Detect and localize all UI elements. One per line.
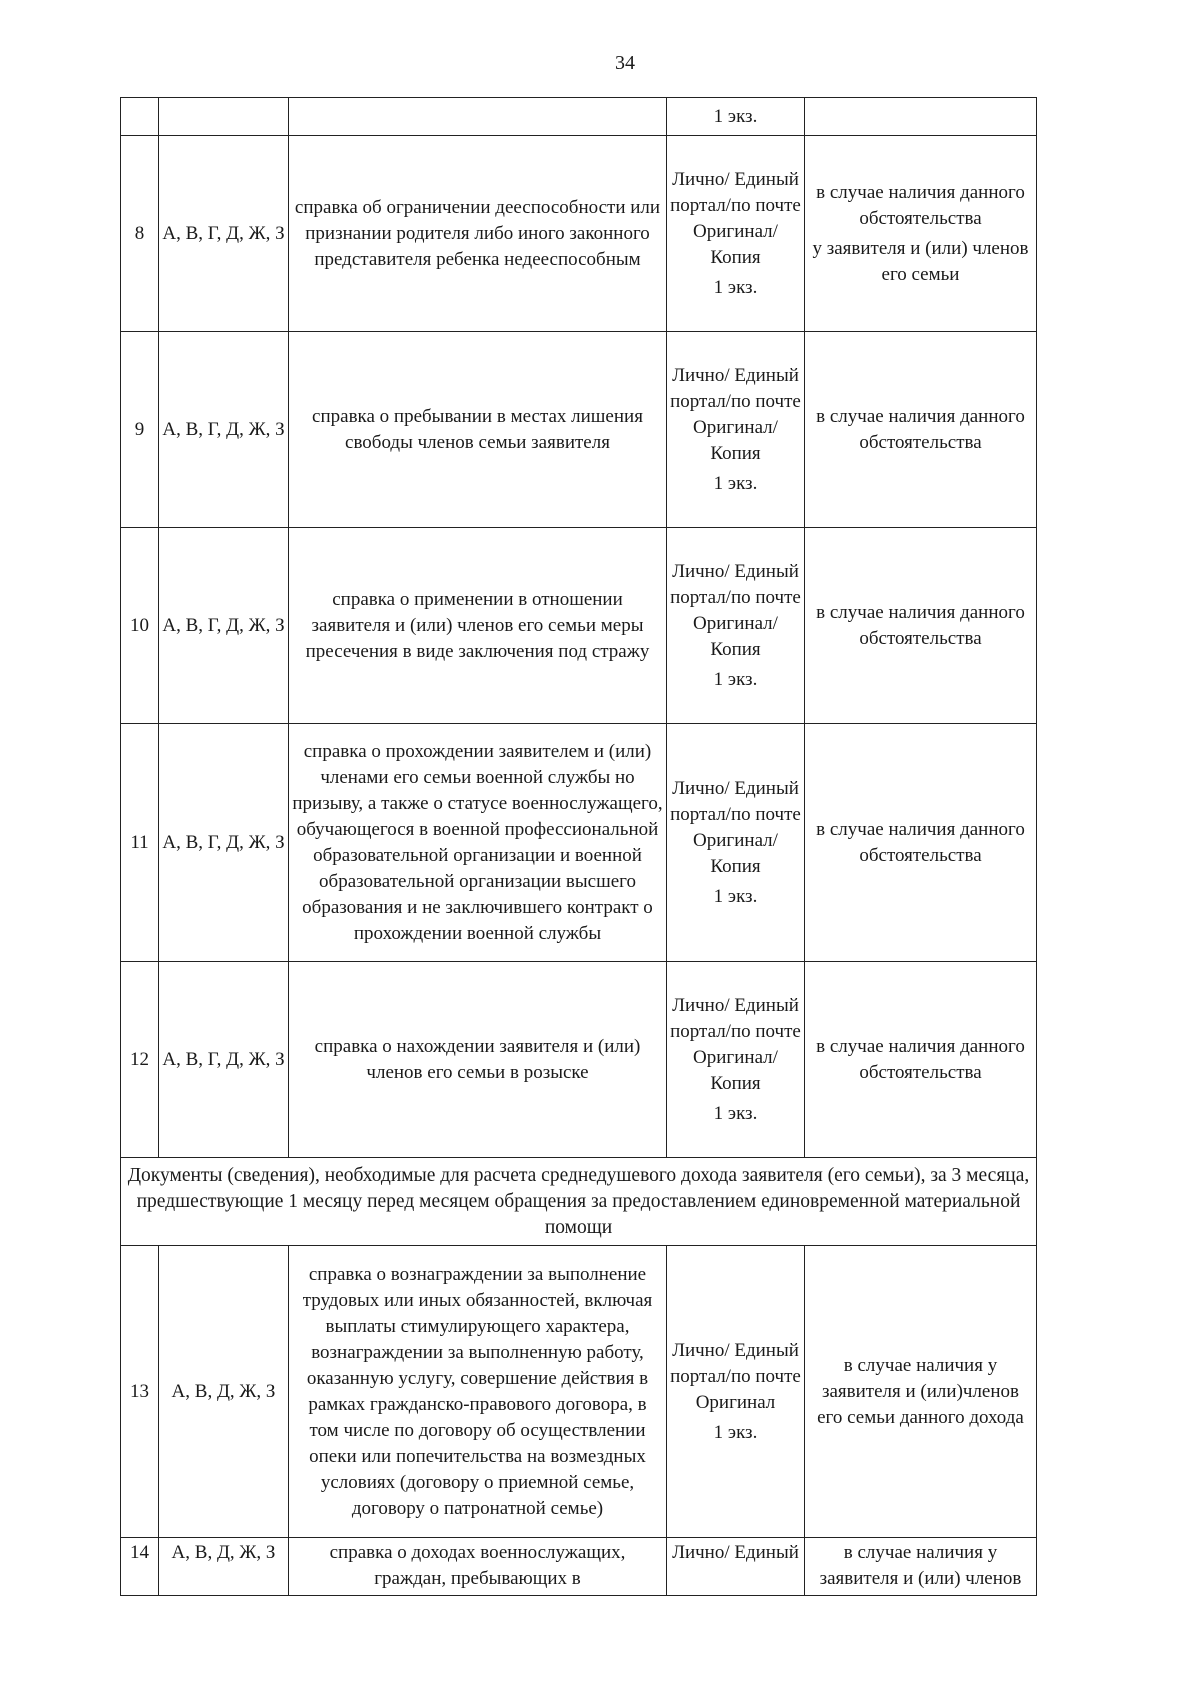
delivery-text: Лично/ Единый портал/по почте Оригинал/Копия [670,560,801,660]
cell-name [289,98,667,136]
applicant-categories: А, В, Г, Д, Ж, З [159,724,289,962]
condition-note: в случае наличия данного обстоятельства [805,332,1037,528]
condition-note: в случае наличия у заявителя и (или) членов [805,1538,1037,1596]
table-row [121,962,1037,1158]
delivery-method [667,528,805,724]
table-row [121,528,1037,724]
table-row [121,1246,1037,1538]
row-number: 14 [121,1538,159,1596]
cell-note [805,98,1037,136]
document-name: справка о доходах военнослужащих, граждан, пребывающих в [289,1538,667,1596]
documents-table [120,97,1037,1596]
document-name: справка о нахождении заявителя и (или) членов его семьи в розыске [289,962,667,1158]
delivery-method [667,1246,805,1538]
document-name: справка о применении в отношении заявителя и (или) членов его семьи меры пресечения в виде заключения под стражу [289,528,667,724]
cell-num [121,98,159,136]
copies-count: 1 экз. [713,885,758,907]
applicant-categories: А, В, Г, Д, Ж, З [159,962,289,1158]
condition-note: в случае наличия данного обстоятельства [805,962,1037,1158]
row-number: 9 [121,332,159,528]
cell-delivery: 1 экз. [667,98,805,136]
copies-count: 1 экз. [713,668,758,690]
condition-note: в случае наличия данного обстоятельства [805,528,1037,724]
condition-note: в случае наличия данного обстоятельства [805,724,1037,962]
delivery-method [667,332,805,528]
section-header-row [121,1158,1037,1246]
copies-count: 1 экз. [713,472,758,494]
table-row [121,136,1037,332]
delivery-method: Лично/ Единый [667,1538,805,1596]
applicant-categories: А, В, Г, Д, Ж, З [159,528,289,724]
condition-text: в случае наличия данного обстоятельства [816,181,1025,229]
page-number: 34 [615,52,635,74]
delivery-text: Лично/ Единый портал/по почте Оригинал/Копия [670,364,801,464]
applicant-categories: А, В, Д, Ж, З [159,1538,289,1596]
delivery-text: Лично/ Единый портал/по почте Оригинал/Копия [670,777,801,877]
condition-text-extra: у заявителя и (или) членов его семьи [812,237,1029,285]
table-row-continuation [121,98,1037,136]
condition-note [805,136,1037,332]
copies-count: 1 экз. [713,1102,758,1124]
copies-count: 1 экз. [713,276,758,298]
table-row [121,724,1037,962]
table-row [121,332,1037,528]
row-number: 12 [121,962,159,1158]
applicant-categories: А, В, Г, Д, Ж, З [159,136,289,332]
copies-count: 1 экз. [713,1421,758,1443]
document-name: справка об ограничении дееспособности или признании родителя либо иного законного представителя ребенка недееспособным [289,136,667,332]
delivery-text: Лично/ Единый портал/по почте Оригинал/Копия [670,168,801,268]
table-row [121,1538,1037,1596]
row-number: 13 [121,1246,159,1538]
delivery-text: Лично/ Единый портал/по почте Оригинал [670,1339,801,1413]
document-name: справка о прохождении заявителем и (или) членами его семьи военной службы но призыву, а также о статусе военнослужащего, обучающегося в военной профессиональной образовательной организации и военной образовательной организации высшего образования и не заключившего контракт о прохождении военной службы [289,724,667,962]
cell-cats [159,98,289,136]
row-number: 10 [121,528,159,724]
delivery-method [667,962,805,1158]
applicant-categories: А, В, Г, Д, Ж, З [159,332,289,528]
delivery-text: Лично/ Единый портал/по почте Оригинал/Копия [670,994,801,1094]
delivery-method [667,724,805,962]
row-number: 11 [121,724,159,962]
document-name: справка о пребывании в местах лишения свободы членов семьи заявителя [289,332,667,528]
delivery-method [667,136,805,332]
section-header: Документы (сведения), необходимые для расчета среднедушевого дохода заявителя (его семьи), за 3 месяца, предшествующие 1 месяцу перед месяцем обращения за предоставлением единовременной материальной помощи [121,1158,1037,1246]
document-name: справка о вознаграждении за выполнение трудовых или иных обязанностей, включая выплаты стимулирующего характера, вознаграждении за выполненную работу, оказанную услугу, совершение действия в рамках гражданско-правового договора, в том числе по договору об осуществлении опеки или попечительства на возмездных условиях (договору о приемной семье, договору о патронатной семье) [289,1246,667,1538]
condition-note: в случае наличия у заявителя и (или)членов его семьи данного дохода [805,1246,1037,1538]
applicant-categories: А, В, Д, Ж, З [159,1246,289,1538]
row-number: 8 [121,136,159,332]
